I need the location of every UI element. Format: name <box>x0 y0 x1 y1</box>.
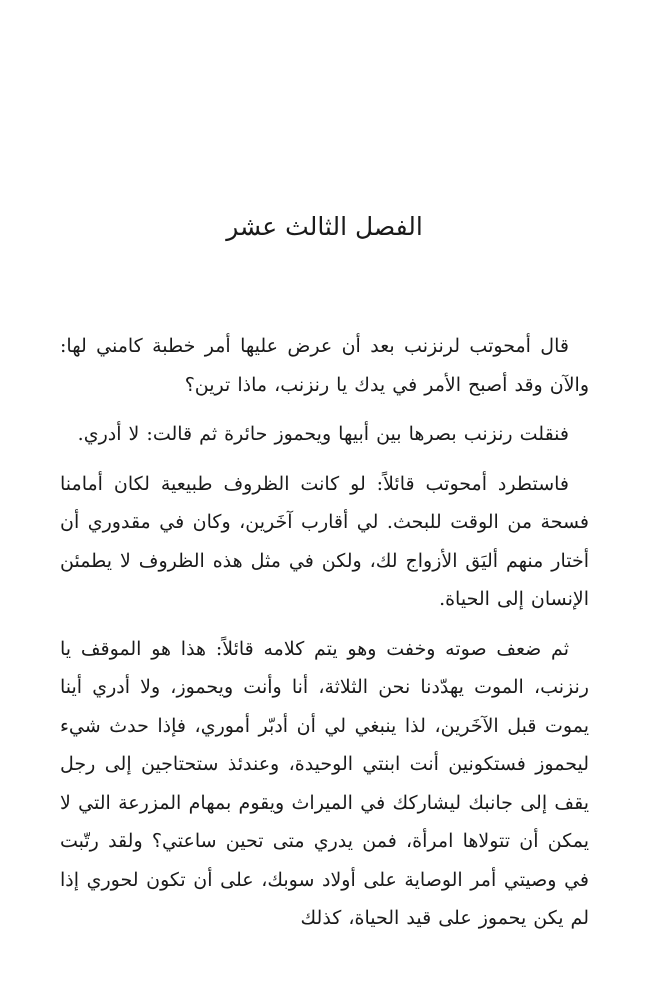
paragraph-3: فاستطرد أمحوتب قائلاً: لو كانت الظروف طبيعية لكان أمامنا فسحة من الوقت للبحث. لي أقارب آخَرين، وكان في مقدوري أن أختار منهم أليَق الأزواج لك، ولكن في مثل هذه الظروف لا يطمئن الإنسان إلى الحياة. <box>60 472 589 610</box>
paragraph-1: قال أمحوتب لرنزنب بعد أن عرض عليها أمر خطبة كامني لها: والآن وقد أصبح الأمر في يدك يا رنزنب، ماذا ترين؟ <box>60 335 589 396</box>
chapter-title: الفصل الثالث عشر <box>226 212 423 241</box>
paragraph-2: فنقلت رنزنب بصرها بين أبيها ويحموز حائرة ثم قالت: لا أدري. <box>77 423 569 445</box>
book-page <box>60 0 589 1000</box>
chapter-body <box>60 327 589 948</box>
paragraph-4: ثم ضعف صوته وخفت وهو يتم كلامه قائلاً: هذا هو الموقف يا رنزنب، الموت يهدّدنا نحن الثلاثة، أنا وأنت ويحموز، ولا أدري أينا يموت قبل الآخَرين، لذا ينبغي لي أن أدبّر أموري، فإذا حدث شيء ليحموز فستكونين أنت ابنتي الوحيدة، وعندئذ ستحتاجين إلى رجل يقف إلى جانبك ليشاركك في الميراث ويقوم بمهام المزرعة التي لا يمكن أن تتولاها امرأة، فمن يدري متى تحين ساعتي؟ ولقد رتّبت في وصيتي أمر الوصاية على أولاد سوبك، على أن تكون لحوري إذا لم يكن يحموز على قيد الحياة، كذلك <box>60 637 589 929</box>
